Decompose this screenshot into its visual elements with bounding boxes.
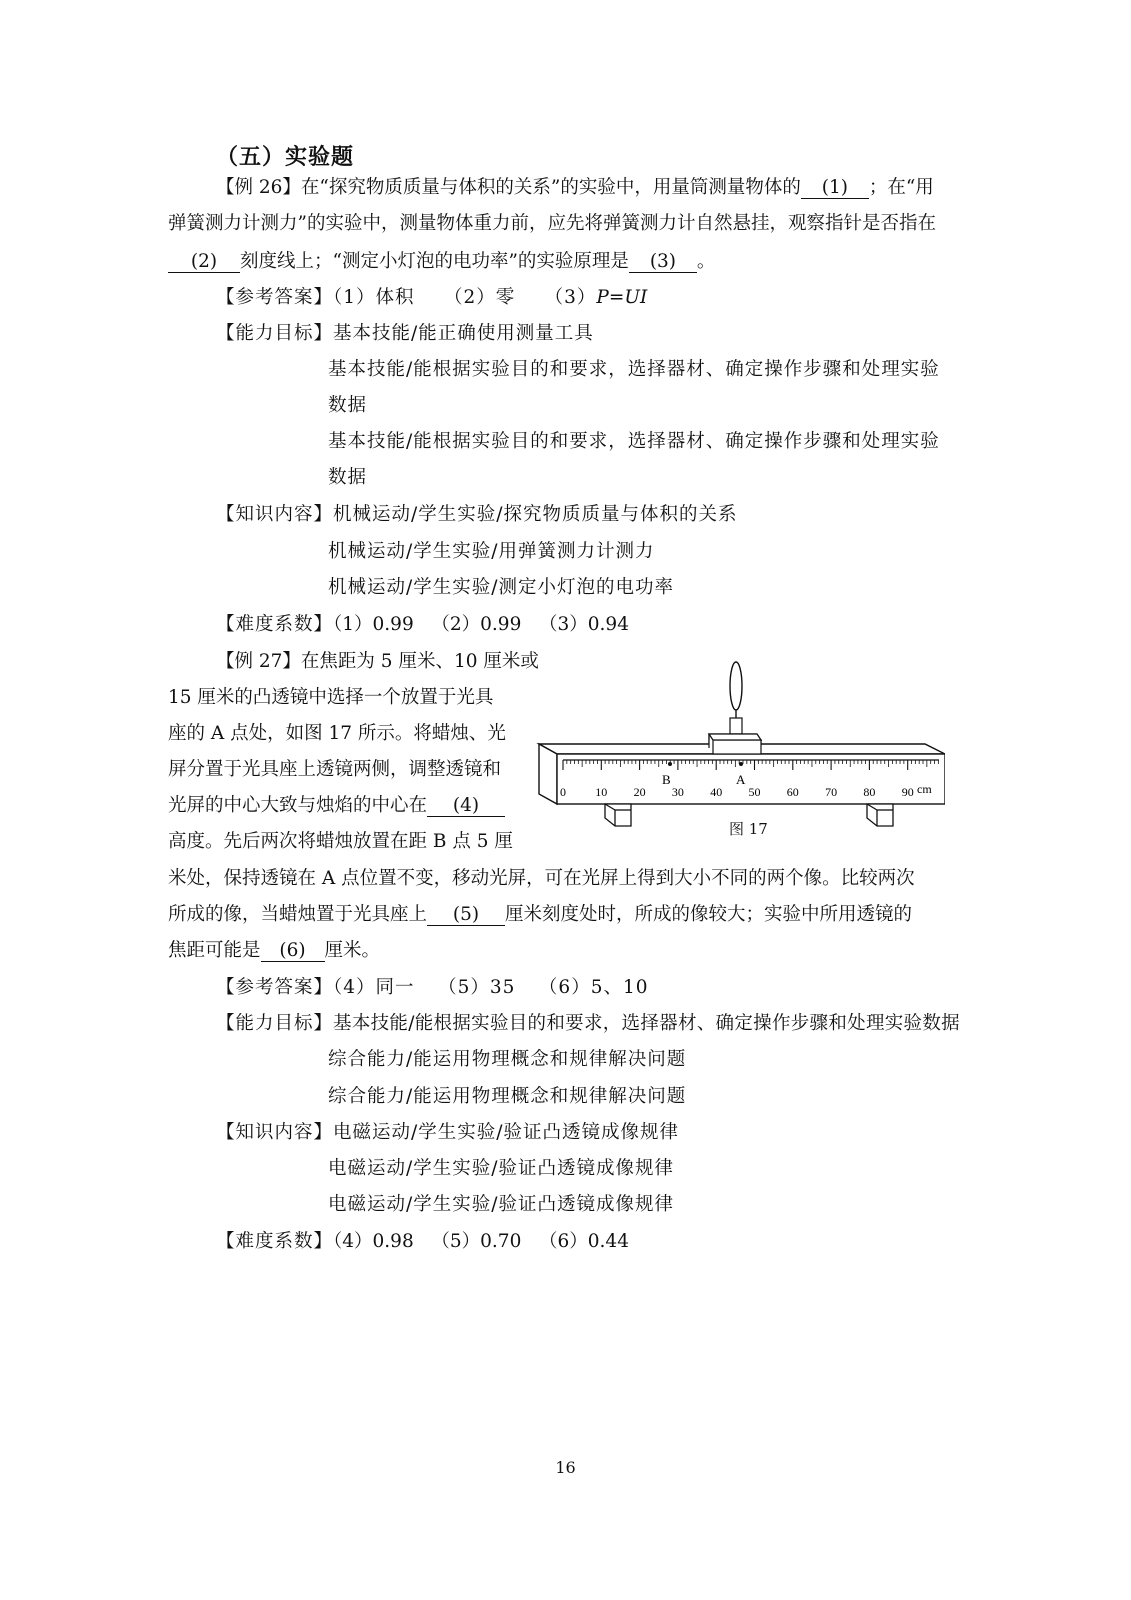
text: 刻度线上；“测定小灯泡的电功率”的实验原理是 <box>240 251 629 272</box>
ex27-line-4: 屏分置于光具座上透镜两侧，调整透镜和 <box>168 759 502 780</box>
figure-17-optical-bench <box>535 660 945 840</box>
bench-foot-left <box>605 804 631 826</box>
ex27-line-2: 15 厘米的凸透镜中选择一个放置于光具 <box>168 687 494 708</box>
lens-post <box>730 718 742 734</box>
formula: P=UI <box>596 287 648 308</box>
text: 厘米。 <box>324 940 381 961</box>
ex27-line-8 <box>168 903 912 927</box>
knowledge-label: 【知识内容】 <box>216 1122 334 1143</box>
bench-foot-right <box>867 804 893 826</box>
ex27-difficulty <box>216 1230 629 1254</box>
text: 。 <box>696 251 716 272</box>
knowledge-item: 机械运动/学生实验/用弹簧测力计测力 <box>328 541 655 562</box>
ex27-line-5 <box>168 794 505 818</box>
bench-end <box>539 744 557 804</box>
ex26-knowledge <box>216 503 737 527</box>
answer-6: （6）5、10 <box>538 977 649 998</box>
ex26-question-line-3 <box>168 250 715 274</box>
knowledge-item: 机械运动/学生实验/测定小灯泡的电功率 <box>328 577 674 598</box>
ex27-line-9 <box>168 939 380 963</box>
difficulty-4: （4）0.98 <box>333 1231 414 1252</box>
blank-3: (3) <box>629 252 697 273</box>
answer-1: （1）体积 <box>333 287 415 308</box>
figure-caption: 图 17 <box>729 820 768 838</box>
ex27-line-1: 【例 27】在焦距为 5 厘米、10 厘米或 <box>216 651 539 672</box>
knowledge-item: 电磁运动/学生实验/验证凸透镜成像规律 <box>328 1194 674 1215</box>
answer-2: （2）零 <box>443 287 516 308</box>
ability-label: 【能力目标】 <box>216 323 334 344</box>
scale-label: 30 <box>671 785 684 799</box>
scale-label: 0 <box>560 785 566 799</box>
difficulty-3: （3）0.94 <box>539 614 629 635</box>
knowledge-item: 电磁运动/学生实验/验证凸透镜成像规律 <box>328 1158 674 1179</box>
answer-label: 【参考答案】 <box>216 977 334 998</box>
ex27-line-6: 高度。先后两次将蜡烛放置在距 B 点 5 厘 <box>168 831 513 852</box>
blank-2: (2) <box>168 252 240 273</box>
ex26-question-line-1 <box>216 176 934 200</box>
blank-4: (4) <box>427 796 505 817</box>
difficulty-2: （2）0.99 <box>431 614 522 635</box>
ability-item: 综合能力/能运用物理概念和规律解决问题 <box>328 1049 687 1070</box>
scale-label: 10 <box>595 785 608 799</box>
blank-5: (5) <box>427 905 505 926</box>
scale-label: 50 <box>748 785 761 799</box>
ex27-line-3: 座的 A 点处，如图 17 所示。将蜡烛、光 <box>168 723 506 744</box>
ex26-question-line-2: 弹簧测力计测力”的实验中，测量物体重力前，应先将弹簧测力计自然悬挂，观察指针是否指在 <box>168 213 936 234</box>
difficulty-label: 【难度系数】 <box>216 1231 334 1252</box>
ex27-line-7: 米处，保持透镜在 A 点位置不变，移动光屏，可在光屏上得到大小不同的两个像。比较两次 <box>168 868 915 889</box>
point-a-marker <box>739 762 743 766</box>
scale-label: 90 <box>901 785 914 799</box>
ability-item: 基本技能/能根据实验目的和要求，选择器材、确定操作步骤和处理实验 <box>328 431 940 452</box>
ex27-answer <box>216 976 649 1000</box>
ex26-ability <box>216 322 594 346</box>
ability-item: 综合能力/能运用物理概念和规律解决问题 <box>328 1086 687 1107</box>
difficulty-5: （5）0.70 <box>431 1231 522 1252</box>
section-title: （五）实验题 <box>216 145 355 170</box>
scale-label: 70 <box>825 785 838 799</box>
optical-bench-drawing <box>535 660 945 840</box>
difficulty-6: （6）0.44 <box>539 1231 629 1252</box>
ex26-answer <box>216 286 647 310</box>
scale-label: 40 <box>710 785 723 799</box>
knowledge-item: 机械运动/学生实验/探究物质质量与体积的关系 <box>333 504 738 525</box>
knowledge-item: 电磁运动/学生实验/验证凸透镜成像规律 <box>333 1122 679 1143</box>
ex26-difficulty <box>216 613 629 637</box>
point-a-label: A <box>736 772 746 787</box>
text: ；在“用 <box>868 177 934 198</box>
blank-6: (6) <box>261 941 325 962</box>
knowledge-label: 【知识内容】 <box>216 504 334 525</box>
text: 【例 26】在“探究物质质量与体积的关系”的实验中，用量筒测量物体的 <box>216 177 801 198</box>
text: 厘米刻度处时，所成的像较大；实验中所用透镜的 <box>505 904 913 925</box>
ex27-ability <box>216 1012 960 1036</box>
text: 焦距可能是 <box>168 940 261 961</box>
ability-item: 数据 <box>328 395 368 416</box>
answer-label: 【参考答案】 <box>216 287 334 308</box>
answer-5: （5）35 <box>438 977 516 998</box>
scale-label: 80 <box>863 785 876 799</box>
ability-item: 基本技能/能根据实验目的和要求，选择器材、确定操作步骤和处理实验 <box>328 359 940 380</box>
answer-3: （3） <box>544 287 597 308</box>
ex27-knowledge <box>216 1121 679 1145</box>
ability-item: 数据 <box>328 467 368 488</box>
page-number: 16 <box>555 1458 576 1477</box>
text: 光屏的中心大致与烛焰的中心在 <box>168 795 428 816</box>
difficulty-label: 【难度系数】 <box>216 614 334 635</box>
scale-label: 20 <box>633 785 646 799</box>
text: 所成的像，当蜡烛置于光具座上 <box>168 904 428 925</box>
ability-item: 基本技能/能正确使用测量工具 <box>333 323 594 344</box>
point-b-marker <box>668 762 672 766</box>
answer-4: （4）同一 <box>333 977 415 998</box>
point-b-label: B <box>662 772 671 787</box>
difficulty-1: （1）0.99 <box>333 614 414 635</box>
unit-label: cm <box>917 782 932 796</box>
lens-icon <box>730 662 742 710</box>
blank-1: (1) <box>801 178 869 199</box>
ability-item: 基本技能/能根据实验目的和要求，选择器材、确定操作步骤和处理实验数据 <box>333 1013 960 1034</box>
scale-label: 60 <box>786 785 799 799</box>
ability-label: 【能力目标】 <box>216 1013 334 1034</box>
